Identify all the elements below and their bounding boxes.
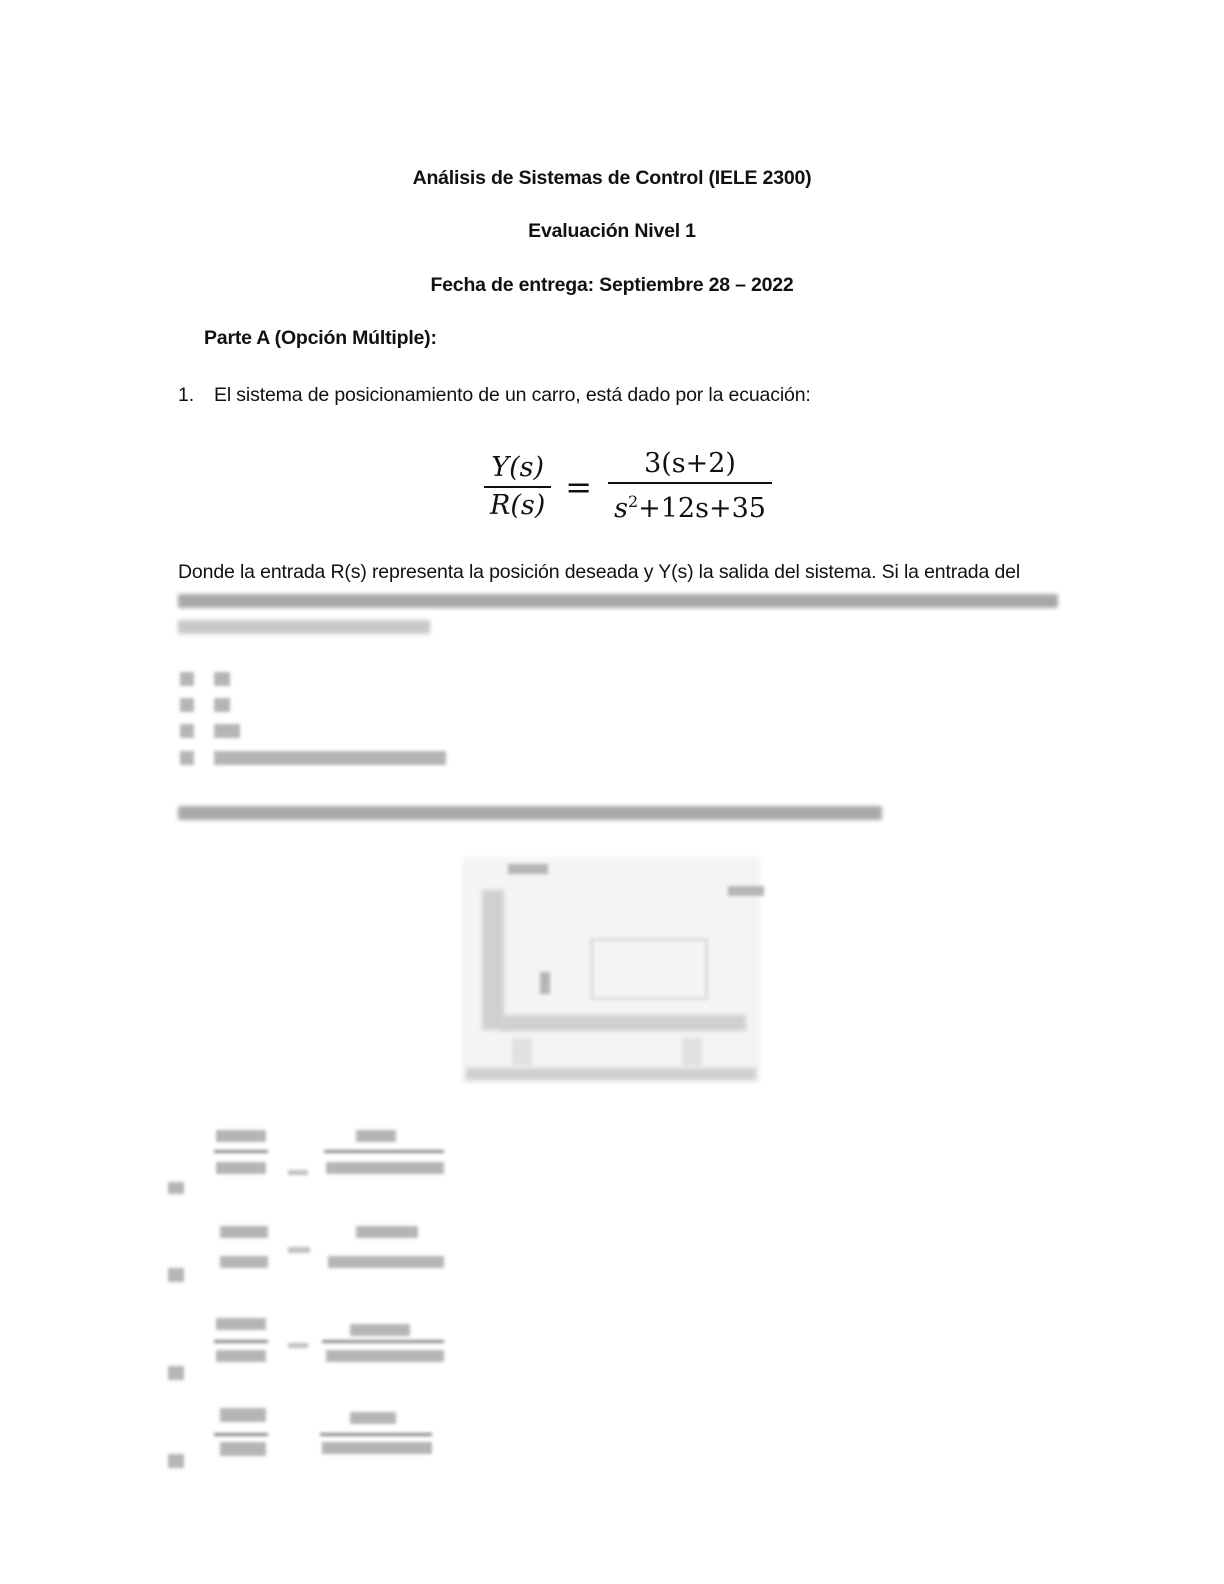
course-title: Análisis de Sistemas de Control (IELE 2300) — [412, 167, 812, 189]
diagram-label — [508, 864, 548, 874]
equals-sign: = — [565, 467, 593, 506]
blurred-formula-bar — [320, 1433, 432, 1436]
lhs-numerator: Y(s) — [491, 451, 544, 483]
blurred-formula-part — [288, 1247, 310, 1253]
rhs-den-s: s — [614, 493, 628, 524]
blurred-formula-part — [216, 1350, 266, 1362]
blurred-formula-part — [220, 1408, 266, 1422]
blurred-formula-part — [356, 1226, 418, 1238]
blurred-formula-part — [328, 1256, 444, 1268]
rhs-den-rest: +12s+35 — [638, 493, 766, 524]
blurred-formula-part — [216, 1162, 266, 1174]
blurred-option-letter — [168, 1366, 184, 1380]
diagram-ground — [466, 1068, 756, 1080]
blurred-formula-part — [220, 1442, 266, 1456]
blurred-formula-bar — [322, 1340, 444, 1343]
blurred-formula-part — [216, 1130, 266, 1142]
blurred-option-letter — [168, 1268, 184, 1282]
blurred-option-text — [214, 751, 446, 765]
question-1-description: Donde la entrada R(s) representa la posición deseada y Y(s) la salida del sistema. Si la entrada del — [178, 561, 1021, 583]
blurred-formula-part — [288, 1343, 308, 1348]
blurred-formula-part — [322, 1442, 432, 1454]
blurred-question-2 — [178, 806, 882, 820]
lhs-denominator: R(s) — [490, 489, 546, 521]
due-date: Fecha de entrega: Septiembre 28 – 2022 — [430, 274, 794, 296]
blurred-option-letter — [180, 724, 194, 738]
blurred-formula-part — [220, 1256, 268, 1268]
blurred-option-text — [214, 672, 230, 686]
lhs-fraction — [484, 450, 551, 524]
blurred-option-letter — [168, 1182, 184, 1194]
diagram-damper — [540, 972, 550, 994]
blurred-formula-part — [326, 1350, 444, 1362]
blurred-option-letter — [168, 1454, 184, 1468]
diagram-wheel — [682, 1038, 702, 1066]
blurred-formula-part — [288, 1170, 308, 1175]
blurred-formula-bar — [214, 1150, 268, 1153]
section-title: Parte A (Opción Múltiple): — [204, 327, 437, 349]
diagram-wheel — [512, 1038, 532, 1066]
rhs-denominator — [608, 484, 772, 527]
blurred-formula-part — [216, 1318, 266, 1330]
blurred-option-text — [214, 698, 230, 712]
blurred-formula-part — [356, 1130, 396, 1142]
diagram-mass-block — [590, 938, 708, 1000]
blurred-option-text — [214, 724, 240, 738]
diagram-wall — [482, 890, 504, 1030]
blurred-formula-bar — [214, 1433, 268, 1436]
diagram-platform — [500, 1015, 746, 1031]
blurred-formula-bar — [324, 1150, 444, 1153]
rhs-fraction — [608, 446, 772, 527]
blurred-formula-part — [350, 1324, 410, 1336]
rhs-den-exponent: 2 — [627, 492, 639, 511]
blurred-option-letter — [180, 698, 194, 712]
blurred-text-line — [178, 594, 1058, 608]
blurred-option-letter — [180, 751, 194, 765]
blurred-text-line — [178, 620, 430, 634]
rhs-numerator: 3(s+2) — [644, 448, 736, 479]
evaluation-title: Evaluación Nivel 1 — [528, 220, 696, 242]
blurred-formula-part — [326, 1162, 444, 1174]
diagram-label — [728, 886, 764, 896]
blurred-formula-bar — [214, 1340, 268, 1343]
question-1-prompt: El sistema de posicionamiento de un carro, está dado por la ecuación: — [214, 384, 811, 406]
question-1-number: 1. — [178, 384, 194, 406]
blurred-formula-part — [220, 1226, 268, 1238]
blurred-option-letter — [180, 672, 194, 686]
transfer-function-equation — [484, 446, 772, 527]
blurred-formula-part — [350, 1412, 396, 1424]
